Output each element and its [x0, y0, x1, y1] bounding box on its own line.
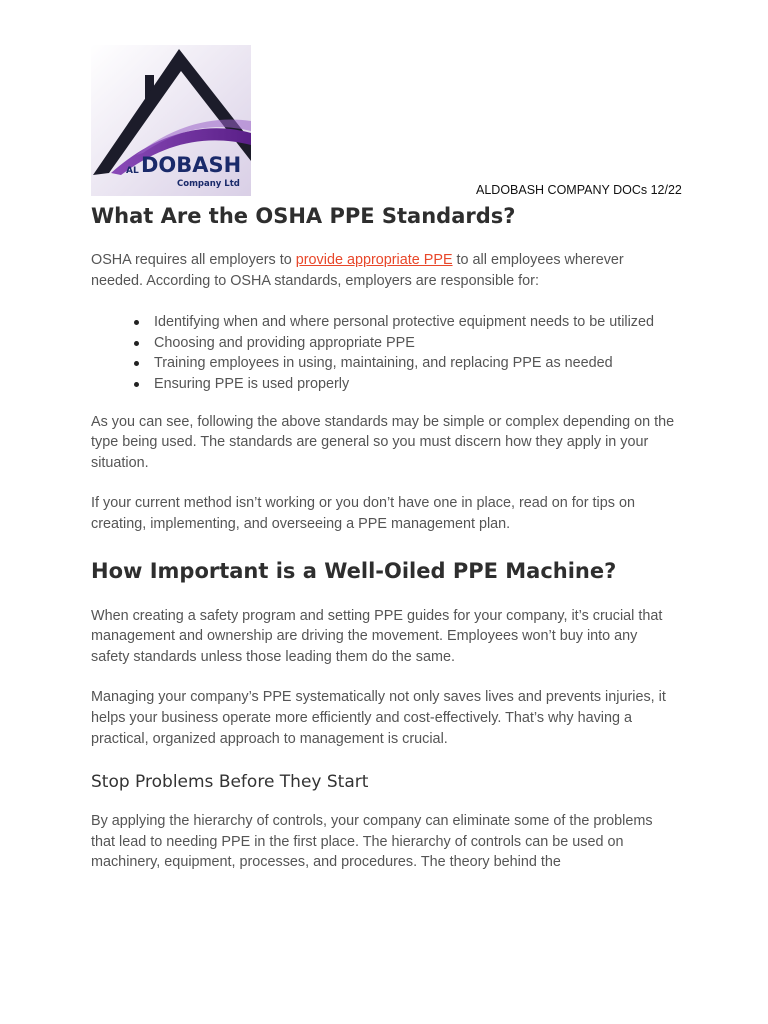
list-item: Identifying when and where personal protective equipment needs to be utilized: [154, 312, 676, 333]
logo-brand-name: DOBASH: [141, 153, 242, 177]
intro-text-start: OSHA requires all employers to: [91, 252, 296, 268]
document-reference: ALDOBASH COMPANY DOCs 12/22: [476, 183, 682, 197]
heading-stop-problems: Stop Problems Before They Start: [91, 772, 369, 793]
paragraph-hierarchy-of-controls: By applying the hierarchy of controls, your company can eliminate some of the problems that lead to needing PPE in the first place. The hierarchy of controls can be used on machinery, equipment, processes, and procedures. The theory behind the: [91, 813, 653, 871]
provide-appropriate-ppe-link[interactable]: provide appropriate PPE: [295, 252, 453, 268]
paragraph-safety-program: When creating a safety program and setting PPE guides for your company, it’s crucial that management and ownership are driving the movement. Employees won’t buy into any safety standards unless those leading them do the same.: [91, 607, 663, 665]
paragraph-managing-ppe: Managing your company’s PPE systematically not only saves lives and prevents injuries, it helps your business operate more efficiently and cost-effectively. That’s why having a practical, organized approach to management is crucial.: [91, 689, 666, 747]
logo-prefix: AL: [126, 166, 139, 176]
document-body: [91, 200, 676, 873]
list-item: Training employees in using, maintaining, and replacing PPE as needed: [154, 353, 676, 374]
responsibilities-list: [91, 312, 676, 394]
paragraph-read-on: If your current method isn’t working or you don’t have one in place, read on for tips on creating, implementing, and overseeing a PPE management plan.: [91, 495, 635, 532]
company-logo: [91, 45, 251, 196]
paragraph-standards-general: As you can see, following the above standards may be simple or complex depending on the type being used. The standards are general so you must discern how they apply in your situation.: [91, 413, 675, 471]
heading-well-oiled-machine: How Important is a Well-Oiled PPE Machine?: [91, 558, 617, 583]
list-item: Choosing and providing appropriate PPE: [154, 333, 676, 354]
intro-text-end: to all employees wherever needed. According to OSHA standards, employers are responsible for:: [91, 252, 624, 289]
logo-subtitle: Company Ltd: [177, 179, 240, 189]
intro-paragraph: [91, 250, 676, 291]
heading-osha-ppe-standards: What Are the OSHA PPE Standards?: [91, 204, 516, 228]
list-item: Ensuring PPE is used properly: [154, 374, 676, 395]
